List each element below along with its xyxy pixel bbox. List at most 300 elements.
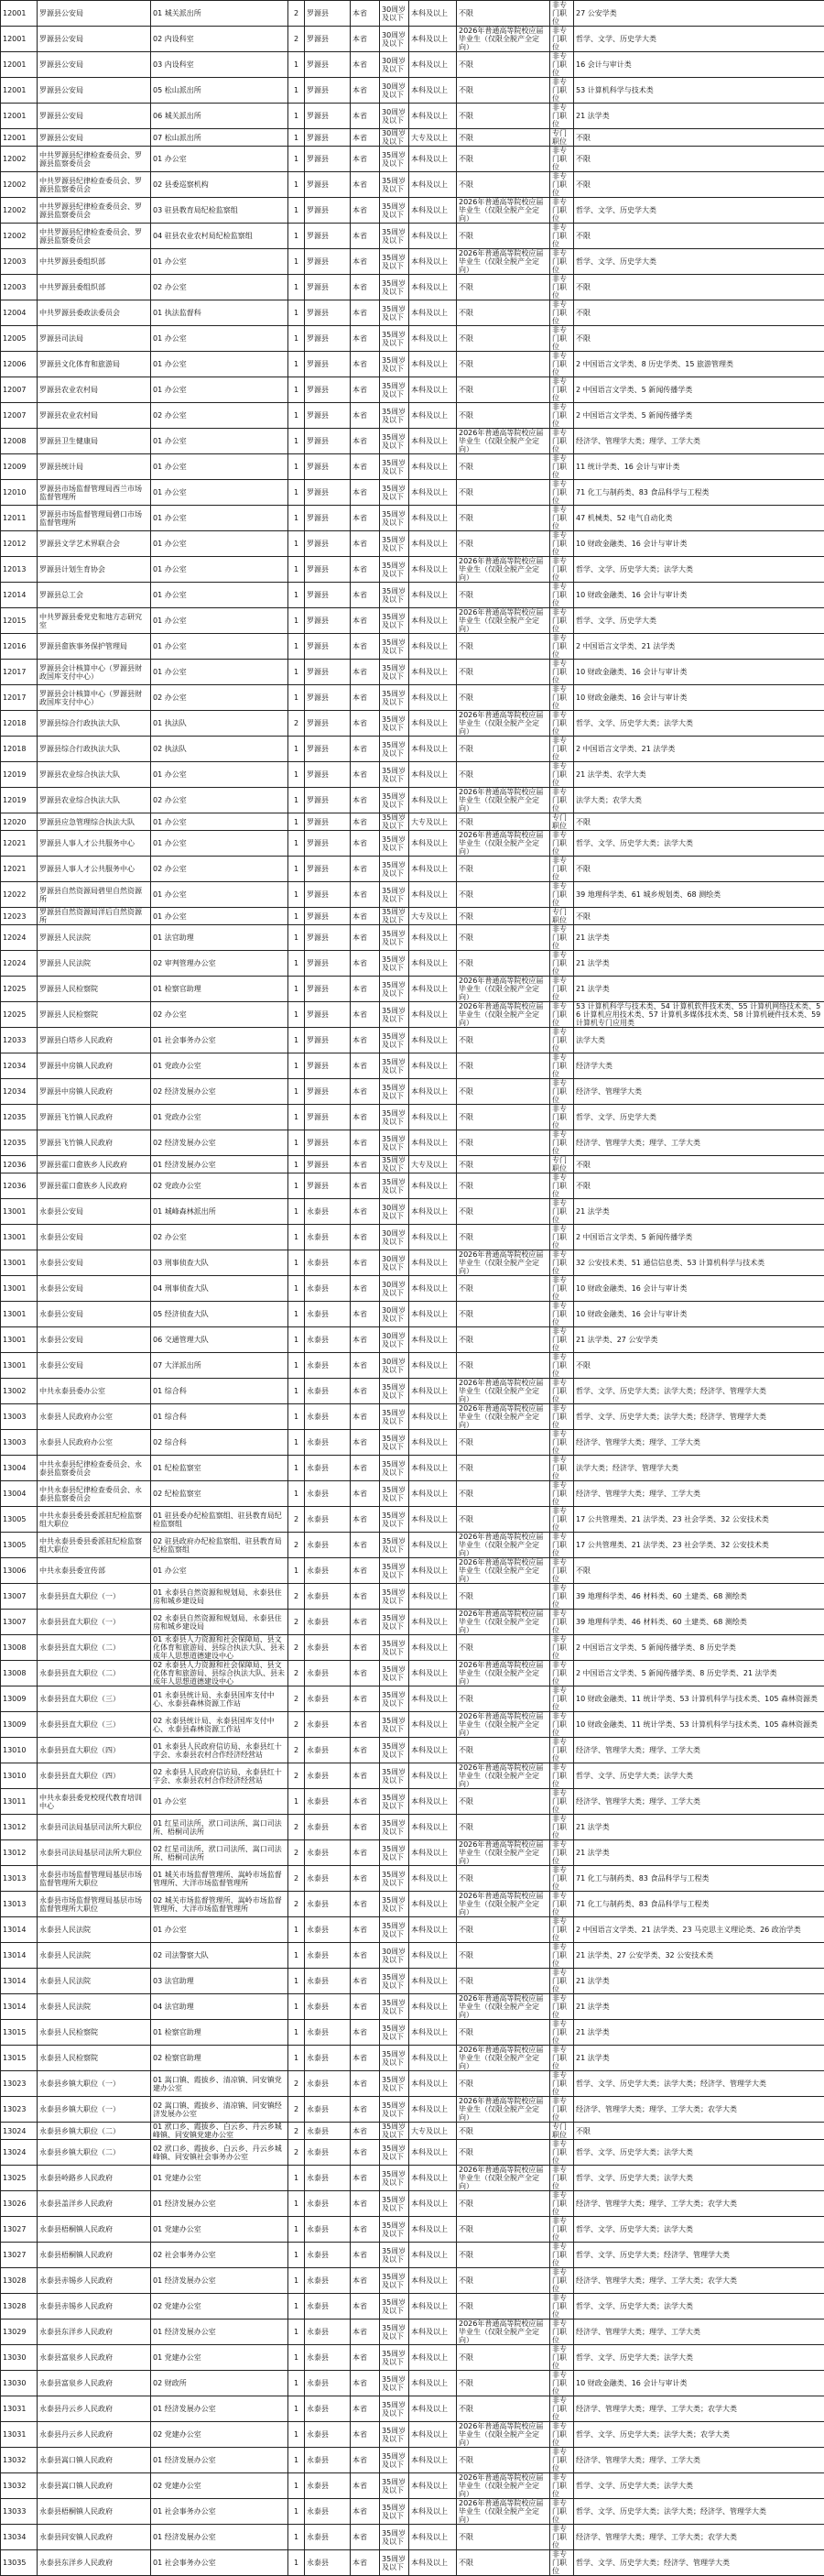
table-cell: 本省 (351, 831, 380, 857)
table-cell: 12003 (1, 249, 38, 275)
table-cell: 不限 (457, 1635, 550, 1661)
table-cell: 本省 (351, 2371, 380, 2396)
table-cell: 12002 (1, 147, 38, 172)
table-cell: 永泰县东洋乡人民政府 (38, 2550, 151, 2576)
table-cell: 本科及以上 (409, 1353, 457, 1379)
table-cell: 1 (288, 908, 305, 925)
table-row (1, 2097, 824, 2123)
table-row (1, 1053, 824, 1079)
table-cell: 1 (288, 198, 305, 224)
table-cell: 本省 (351, 147, 380, 172)
table-cell: 本省 (351, 977, 380, 1002)
table-cell: 1 (288, 1969, 305, 1994)
table-cell: 01 办公室 (151, 908, 288, 925)
table-row (1, 2473, 824, 2499)
table-cell: 罗源县公安局 (38, 52, 151, 78)
table-cell: 12025 (1, 1002, 38, 1028)
table-cell: 非专门职位 (550, 531, 574, 557)
table-cell: 35周岁及以下 (380, 531, 409, 557)
table-cell: 罗源县 (305, 78, 351, 104)
table-cell: 01 驻县委办纪检监察组、驻县教育局纪检监察组 (151, 1507, 288, 1533)
table-cell: 不限 (457, 531, 550, 557)
table-cell: 13023 (1, 2071, 38, 2097)
table-cell: 罗源县 (305, 480, 351, 506)
table-cell: 2026年普通高等院校应届毕业生（仅限全脱产全定向） (457, 608, 550, 634)
table-cell: 本科及以上 (409, 2020, 457, 2046)
table-cell: 中共罗源县纪律检查委员会、罗源县监察委员会 (38, 198, 151, 224)
table-row (1, 908, 824, 925)
table-cell: 01 永泰县人力资源和社会保障局、县文化体育和旅游局、县综合执法大队、县未成年人思想道德建设中心 (151, 1635, 288, 1661)
table-row (1, 224, 824, 249)
table-cell: 12009 (1, 454, 38, 480)
table-cell: 35周岁及以下 (380, 1028, 409, 1053)
table-cell: 35周岁及以下 (380, 1789, 409, 1815)
table-cell: 02 办公室 (151, 788, 288, 813)
table-cell: 13012 (1, 1815, 38, 1840)
table-cell: 永泰县公安局 (38, 1327, 151, 1353)
table-cell: 非专门职位 (550, 737, 574, 762)
table-cell: 21 法学类、农学大类 (574, 762, 824, 788)
table-cell: 本省 (351, 1892, 380, 1917)
table-cell: 永泰县县直大职位（一） (38, 1584, 151, 1610)
table-cell: 本省 (351, 583, 380, 608)
table-cell: 1 (288, 2191, 305, 2217)
table-row (1, 1866, 824, 1892)
table-cell: 本科及以上 (409, 711, 457, 737)
table-cell: 本科及以上 (409, 951, 457, 977)
table-cell: 本省 (351, 1969, 380, 1994)
table-cell: 永泰县 (305, 1353, 351, 1379)
table-cell: 经济学、管理学大类；理学、工学大类；农学大类 (574, 2525, 824, 2550)
table-cell: 本省 (351, 2217, 380, 2243)
table-cell: 本科及以上 (409, 78, 457, 104)
table-cell: 本省 (351, 2046, 380, 2071)
table-cell: 35周岁及以下 (380, 1430, 409, 1456)
table-cell: 永泰县 (305, 1610, 351, 1635)
table-cell: 不限 (457, 2071, 550, 2097)
table-cell: 不限 (457, 1481, 550, 1507)
table-cell: 本科及以上 (409, 882, 457, 908)
table-cell: 本省 (351, 1002, 380, 1028)
table-row (1, 1661, 824, 1686)
table-cell: 本省 (351, 788, 380, 813)
table-cell: 13014 (1, 1917, 38, 1943)
table-cell: 本科及以上 (409, 27, 457, 52)
table-cell: 本省 (351, 1712, 380, 1738)
table-cell: 永泰县 (305, 1712, 351, 1738)
table-cell: 不限 (457, 78, 550, 104)
table-cell: 大专及以上 (409, 908, 457, 925)
table-cell: 本科及以上 (409, 2319, 457, 2345)
table-cell: 罗源县霍口畲族乡人民政府 (38, 1156, 151, 1173)
table-cell: 本省 (351, 429, 380, 454)
table-cell: 1 (288, 2319, 305, 2345)
table-row (1, 2191, 824, 2217)
table-cell: 本科及以上 (409, 1789, 457, 1815)
table-cell: 哲学、文学、历史学大类 (574, 1105, 824, 1130)
table-cell: 非专门职位 (550, 52, 574, 78)
table-cell: 本科及以上 (409, 2550, 457, 2576)
table-cell: 本省 (351, 1156, 380, 1173)
table-cell: 01 综合科 (151, 1404, 288, 1430)
table-cell: 非专门职位 (550, 2473, 574, 2499)
table-row (1, 2071, 824, 2097)
table-cell: 12035 (1, 1105, 38, 1130)
table-cell: 35周岁及以下 (380, 660, 409, 685)
table-cell: 01 社会事务办公室 (151, 2550, 288, 2576)
table-cell: 1 (288, 454, 305, 480)
table-cell: 本科及以上 (409, 1686, 457, 1712)
table-cell: 02 驻县政府办纪检监察组、驻县教育局纪检监察组 (151, 1533, 288, 1558)
table-cell: 非专门职位 (550, 2345, 574, 2371)
table-cell: 罗源县 (305, 711, 351, 737)
table-cell: 罗源县 (305, 104, 351, 129)
table-cell: 罗源县司法局 (38, 326, 151, 352)
table-cell: 专门职位 (550, 813, 574, 831)
table-cell: 2026年普通高等院校应届毕业生（仅限全脱产全定向） (457, 1250, 550, 1276)
table-cell: 本科及以上 (409, 1815, 457, 1840)
table-cell: 永泰县县直大职位（二） (38, 1635, 151, 1661)
table-cell: 非专门职位 (550, 2422, 574, 2448)
table-row (1, 1276, 824, 1302)
table-cell: 经济学、管理学大类；理学、工学大类；农学大类 (574, 2097, 824, 2123)
table-cell: 10 财政金融类、11 统计学类、53 计算机科学与技术类、105 森林资源类 (574, 1686, 824, 1712)
table-cell: 不限 (457, 506, 550, 531)
table-cell: 不限 (457, 2396, 550, 2422)
table-row (1, 1558, 824, 1584)
table-cell: 35周岁及以下 (380, 326, 409, 352)
table-cell: 哲学、文学、历史学大类 (574, 27, 824, 52)
table-cell: 本科及以上 (409, 2097, 457, 2123)
table-cell: 罗源县飞竹镇人民政府 (38, 1130, 151, 1156)
table-cell: 永泰县乡镇大职位（二） (38, 2140, 151, 2166)
table-cell: 1 (288, 52, 305, 78)
table-cell: 永泰县公安局 (38, 1199, 151, 1225)
table-cell: 1 (288, 2020, 305, 2046)
table-cell: 27 公安学类 (574, 1, 824, 27)
table-cell: 永泰县人民法院 (38, 1943, 151, 1969)
table-cell: 2026年普通高等院校应届毕业生（仅限全脱产全定向） (457, 1712, 550, 1738)
table-row (1, 583, 824, 608)
table-cell: 01 经济发展办公室 (151, 2448, 288, 2473)
table-cell: 本科及以上 (409, 1738, 457, 1763)
table-cell: 06 交通管理大队 (151, 1327, 288, 1353)
table-cell: 罗源县 (305, 1105, 351, 1130)
table-cell: 永泰县 (305, 1250, 351, 1276)
table-cell: 罗源县 (305, 1002, 351, 1028)
table-row (1, 129, 824, 147)
table-cell: 30周岁及以下 (380, 1327, 409, 1353)
table-cell: 永泰县 (305, 2294, 351, 2319)
table-cell: 13009 (1, 1686, 38, 1712)
table-cell: 非专门职位 (550, 882, 574, 908)
table-cell: 2 中国语言文学类、5 新闻传播学类、8 历史学类 (574, 1635, 824, 1661)
table-cell: 35周岁及以下 (380, 788, 409, 813)
table-cell: 非专门职位 (550, 429, 574, 454)
table-cell: 本科及以上 (409, 1053, 457, 1079)
table-cell: 1 (288, 275, 305, 300)
table-cell: 不限 (574, 224, 824, 249)
table-cell: 永泰县富泉乡人民政府 (38, 2345, 151, 2371)
table-cell: 本省 (351, 857, 380, 882)
table-cell: 非专门职位 (550, 1130, 574, 1156)
table-cell: 非专门职位 (550, 249, 574, 275)
table-cell: 永泰县乡镇大职位（二） (38, 2123, 151, 2140)
table-cell: 13001 (1, 1302, 38, 1327)
table-cell: 01 党建办公室 (151, 2345, 288, 2371)
table-cell: 非专门职位 (550, 1610, 574, 1635)
table-row (1, 506, 824, 531)
table-cell: 永泰县人民法院 (38, 1969, 151, 1994)
table-cell: 不限 (457, 480, 550, 506)
table-cell: 罗源县 (305, 788, 351, 813)
table-cell: 1 (288, 1994, 305, 2020)
table-cell: 71 化工与制药类、83 食品科学与工程类 (574, 1892, 824, 1917)
table-cell: 罗源县 (305, 857, 351, 882)
table-cell: 本科及以上 (409, 104, 457, 129)
table-cell: 本科及以上 (409, 1558, 457, 1584)
table-cell: 35周岁及以下 (380, 2071, 409, 2097)
table-cell: 35周岁及以下 (380, 813, 409, 831)
table-cell: 2026年普通高等院校应届毕业生（仅限全脱产全定向） (457, 429, 550, 454)
table-cell: 13008 (1, 1661, 38, 1686)
table-cell: 本科及以上 (409, 1225, 457, 1250)
table-cell: 永泰县公安局 (38, 1225, 151, 1250)
table-cell: 01 办公室 (151, 813, 288, 831)
table-cell: 01 经济发展办公室 (151, 2268, 288, 2294)
table-cell: 非专门职位 (550, 1327, 574, 1353)
table-cell: 本科及以上 (409, 198, 457, 224)
table-cell: 01 办公室 (151, 531, 288, 557)
table-cell: 非专门职位 (550, 1173, 574, 1199)
table-cell: 本省 (351, 403, 380, 429)
table-cell: 本省 (351, 326, 380, 352)
table-cell: 本省 (351, 660, 380, 685)
table-cell: 1 (288, 1130, 305, 1156)
table-cell: 02 办公室 (151, 1002, 288, 1028)
table-row (1, 78, 824, 104)
table-cell: 罗源县综合行政执法大队 (38, 711, 151, 737)
table-cell: 本省 (351, 2319, 380, 2345)
table-row (1, 1028, 824, 1053)
table-cell: 35周岁及以下 (380, 685, 409, 711)
table-cell: 罗源县 (305, 27, 351, 52)
table-cell: 本省 (351, 224, 380, 249)
table-cell: 哲学、文学、历史学大类；经济学、管理学大类 (574, 2243, 824, 2268)
table-cell: 13001 (1, 1276, 38, 1302)
table-cell: 12012 (1, 531, 38, 557)
table-cell: 2 (288, 2123, 305, 2140)
table-row (1, 1815, 824, 1840)
table-cell: 非专门职位 (550, 2499, 574, 2525)
table-cell: 本省 (351, 172, 380, 198)
table-cell: 永泰县乡镇大职位（一） (38, 2071, 151, 2097)
table-cell: 中共永泰县纪律检查委员会、永泰县监察委员会 (38, 1456, 151, 1481)
table-cell: 不限 (574, 147, 824, 172)
table-cell: 01 永泰县自然资源和规划局、永泰县住房和城乡建设局 (151, 1584, 288, 1610)
table-cell: 非专门职位 (550, 1456, 574, 1481)
table-cell: 12034 (1, 1053, 38, 1079)
table-cell: 不限 (574, 1156, 824, 1173)
table-cell: 13030 (1, 2371, 38, 2396)
table-row (1, 1610, 824, 1635)
table-cell: 永泰县公安局 (38, 1250, 151, 1276)
table-cell: 罗源县飞竹镇人民政府 (38, 1105, 151, 1130)
table-cell: 1 (288, 352, 305, 377)
table-cell: 01 办公室 (151, 377, 288, 403)
table-cell: 经济学、管理学大类；理学、工学大类；农学大类 (574, 2396, 824, 2422)
table-cell: 不限 (457, 1789, 550, 1815)
table-cell: 不限 (457, 403, 550, 429)
table-cell: 01 检察官助理 (151, 2020, 288, 2046)
table-cell: 哲学、文学、历史学大类；法学大类 (574, 2473, 824, 2499)
table-row (1, 1225, 824, 1250)
table-cell: 02 党建办公室 (151, 2294, 288, 2319)
table-cell: 12001 (1, 1, 38, 27)
table-cell: 1 (288, 1173, 305, 1199)
table-cell: 01 党建办公室 (151, 2217, 288, 2243)
table-cell: 非专门职位 (550, 977, 574, 1002)
table-cell: 非专门职位 (550, 480, 574, 506)
table-cell: 非专门职位 (550, 326, 574, 352)
table-cell: 本省 (351, 1105, 380, 1130)
table-cell: 本科及以上 (409, 1661, 457, 1686)
table-cell: 本省 (351, 1327, 380, 1353)
table-cell: 罗源县公安局 (38, 78, 151, 104)
table-cell: 非专门职位 (550, 1079, 574, 1105)
table-cell: 经济学、管理学大类；理学、工学大类 (574, 1789, 824, 1815)
table-cell: 本省 (351, 2123, 380, 2140)
table-cell: 法学大类；经济学、管理学大类 (574, 1456, 824, 1481)
table-cell: 本省 (351, 78, 380, 104)
table-cell: 35周岁及以下 (380, 2243, 409, 2268)
table-cell: 07 大洋派出所 (151, 1353, 288, 1379)
table-cell: 13027 (1, 2217, 38, 2243)
table-cell: 01 综合科 (151, 1379, 288, 1404)
table-cell: 本科及以上 (409, 660, 457, 685)
table-cell: 专门职位 (550, 2123, 574, 2140)
table-cell: 罗源县农业综合执法大队 (38, 762, 151, 788)
table-cell: 非专门职位 (550, 1943, 574, 1969)
table-cell: 不限 (457, 1199, 550, 1225)
table-cell: 35周岁及以下 (380, 249, 409, 275)
table-cell: 罗源县市场监督管理局碧口市场监督管理所 (38, 506, 151, 531)
table-cell: 哲学、文学、历史学大类；法学大类 (574, 2345, 824, 2371)
table-cell: 罗源县市场监督管理局西兰市场监督管理所 (38, 480, 151, 506)
table-cell: 13034 (1, 2525, 38, 2550)
table-row (1, 1353, 824, 1379)
table-cell: 13035 (1, 2550, 38, 2576)
table-cell: 03 刑事侦查大队 (151, 1250, 288, 1276)
table-cell: 30周岁及以下 (380, 27, 409, 52)
table-cell: 01 办公室 (151, 608, 288, 634)
table-cell: 哲学、文学、历史学大类；法学大类 (574, 557, 824, 583)
table-cell: 本省 (351, 1225, 380, 1250)
table-cell: 本省 (351, 762, 380, 788)
table-cell: 01 永泰县统计局、永泰县国库支付中心、永泰县森林资源工作站 (151, 1686, 288, 1712)
table-cell: 本省 (351, 1053, 380, 1079)
table-cell: 罗源县 (305, 583, 351, 608)
table-cell: 本省 (351, 2191, 380, 2217)
table-cell: 本省 (351, 2243, 380, 2268)
table-cell: 1 (288, 2046, 305, 2071)
table-row (1, 711, 824, 737)
table-cell: 35周岁及以下 (380, 147, 409, 172)
table-cell: 2 (288, 1815, 305, 1840)
table-cell: 1 (288, 2422, 305, 2448)
table-cell: 本科及以上 (409, 1173, 457, 1199)
table-cell: 2026年普通高等院校应届毕业生（仅限全脱产全定向） (457, 1404, 550, 1430)
table-cell: 非专门职位 (550, 2525, 574, 2550)
table-cell: 永泰县 (305, 2046, 351, 2071)
table-row (1, 1635, 824, 1661)
table-cell: 非专门职位 (550, 1533, 574, 1558)
table-cell: 非专门职位 (550, 78, 574, 104)
table-cell: 本科及以上 (409, 1635, 457, 1661)
table-row (1, 27, 824, 52)
table-cell: 02 办公室 (151, 685, 288, 711)
table-cell: 本省 (351, 2396, 380, 2422)
table-row (1, 831, 824, 857)
table-row (1, 403, 824, 429)
table-cell: 中共永泰县委县委派驻纪检监察组大职位 (38, 1507, 151, 1533)
table-cell: 2026年普通高等院校应届毕业生（仅限全脱产全定向） (457, 1610, 550, 1635)
table-cell: 02 办公室 (151, 857, 288, 882)
table-cell: 2026年普通高等院校应届毕业生（仅限全脱产全定向） (457, 1892, 550, 1917)
table-cell: 本省 (351, 1994, 380, 2020)
table-cell: 不限 (457, 2550, 550, 2576)
table-cell: 13001 (1, 1327, 38, 1353)
table-cell: 1 (288, 813, 305, 831)
table-cell: 罗源县 (305, 249, 351, 275)
table-cell: 35周岁及以下 (380, 1584, 409, 1610)
table-cell: 非专门职位 (550, 147, 574, 172)
table-cell: 01 检察官助理 (151, 977, 288, 1002)
table-cell: 21 法学类、27 公安学类 (574, 1327, 824, 1353)
table-row (1, 1327, 824, 1353)
table-cell: 35周岁及以下 (380, 711, 409, 737)
table-cell: 13015 (1, 2020, 38, 2046)
table-cell: 1 (288, 2550, 305, 2576)
table-cell: 本科及以上 (409, 1533, 457, 1558)
table-row (1, 762, 824, 788)
table-cell: 13014 (1, 1994, 38, 2020)
table-cell: 01 洑口乡、霞拔乡、白云乡、丹云乡城峰镇、同安镇党建办公室 (151, 2123, 288, 2140)
table-cell: 12019 (1, 788, 38, 813)
table-cell: 本科及以上 (409, 1584, 457, 1610)
table-cell: 35周岁及以下 (380, 2020, 409, 2046)
table-cell: 非专门职位 (550, 1002, 574, 1028)
table-cell: 35周岁及以下 (380, 1840, 409, 1866)
table-cell: 1 (288, 172, 305, 198)
table-cell: 01 城峰森林派出所 (151, 1199, 288, 1225)
table-cell: 罗源县公安局 (38, 129, 151, 147)
table-cell: 本省 (351, 104, 380, 129)
table-cell: 10 财政金融类、16 会计与审计类 (574, 2371, 824, 2396)
table-cell: 本科及以上 (409, 1302, 457, 1327)
table-row (1, 2268, 824, 2294)
table-row (1, 2123, 824, 2140)
table-cell: 10 财政金融类、11 统计学类、53 计算机科学与技术类、105 森林资源类 (574, 1712, 824, 1738)
table-cell: 01 办公室 (151, 557, 288, 583)
table-cell: 12002 (1, 172, 38, 198)
table-cell: 罗源县 (305, 977, 351, 1002)
table-cell: 13024 (1, 2140, 38, 2166)
table-cell: 非专门职位 (550, 403, 574, 429)
table-cell: 罗源县 (305, 634, 351, 660)
table-cell: 罗源县 (305, 737, 351, 762)
table-cell: 2 (288, 1866, 305, 1892)
